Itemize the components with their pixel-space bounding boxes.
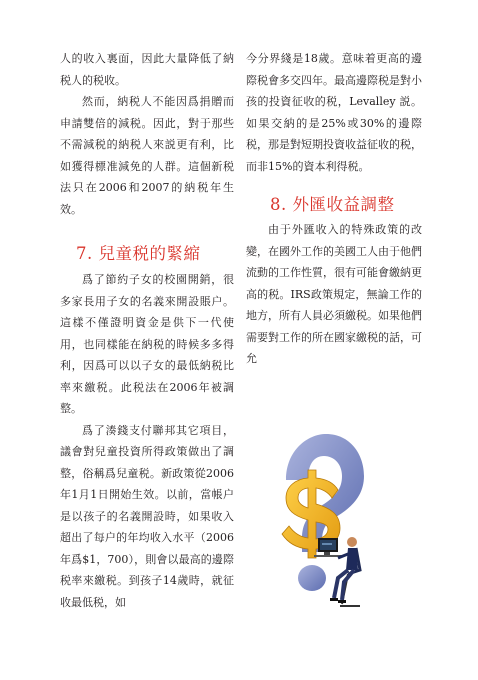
section-heading-8: 8. 外匯收益調整 (270, 195, 395, 214)
left-paragraph-3: 爲了節約子女的校園開銷，很多家長用子女的名義來開設賬户。這樣不僅證明資金是供下一代使用，也同樣能在納税的時候多多得利，因爲可以以子女的最低納税比率來繳税。此税法在2006年被調整。 (60, 273, 234, 415)
section-heading-7: 7. 兒童税的緊縮 (76, 244, 201, 263)
right-column (246, 48, 422, 370)
left-paragraph-1: 人的收入裏面，因此大量降低了納税人的税收。 (60, 52, 234, 87)
right-paragraph-2: 由于外匯收入的特殊政策的改變，在國外工作的美國工人由于他們流動的工作性質，很有可能會繳納更高的税。IRS政策規定，無論工作的地方，所有人員必須繳税。如果他們需要對工作的所在國家繳税的話，可允 (246, 223, 422, 365)
right-paragraph-1: 今分界綫是18歲。意味着更高的邊際税會多交四年。最高邊際税是對小孩的投資征收的税，Levalley 説。如果交納的是25%或30%的邊際税，那是對短期投資收益征收的税，而非15%的資本利得税。 (246, 52, 422, 173)
left-column (60, 48, 234, 613)
left-paragraph-4: 爲了湊錢支付聯邦其它項目，議會對兒童投資所得政策做出了調整，俗稱爲兒童税。新政策從2006年1月1日開始生效。以前，當帳户是以孩子的名義開設時，如果收入超出了每户的年均收入水平（2006年爲$1，700），則會以最高的邊際税率來繳税。到孩子14歲時，就征收最低税，如 (60, 423, 234, 609)
left-paragraph-2: 然而，納税人不能因爲捐贈而申請雙倍的減税。因此，對于那些不需減税的納税人來説更有利，比如獲得標准減免的人群。這個新税法只在2006和2007的納税年生效。 (60, 95, 234, 216)
question-mark-dollar-icon (268, 428, 368, 614)
